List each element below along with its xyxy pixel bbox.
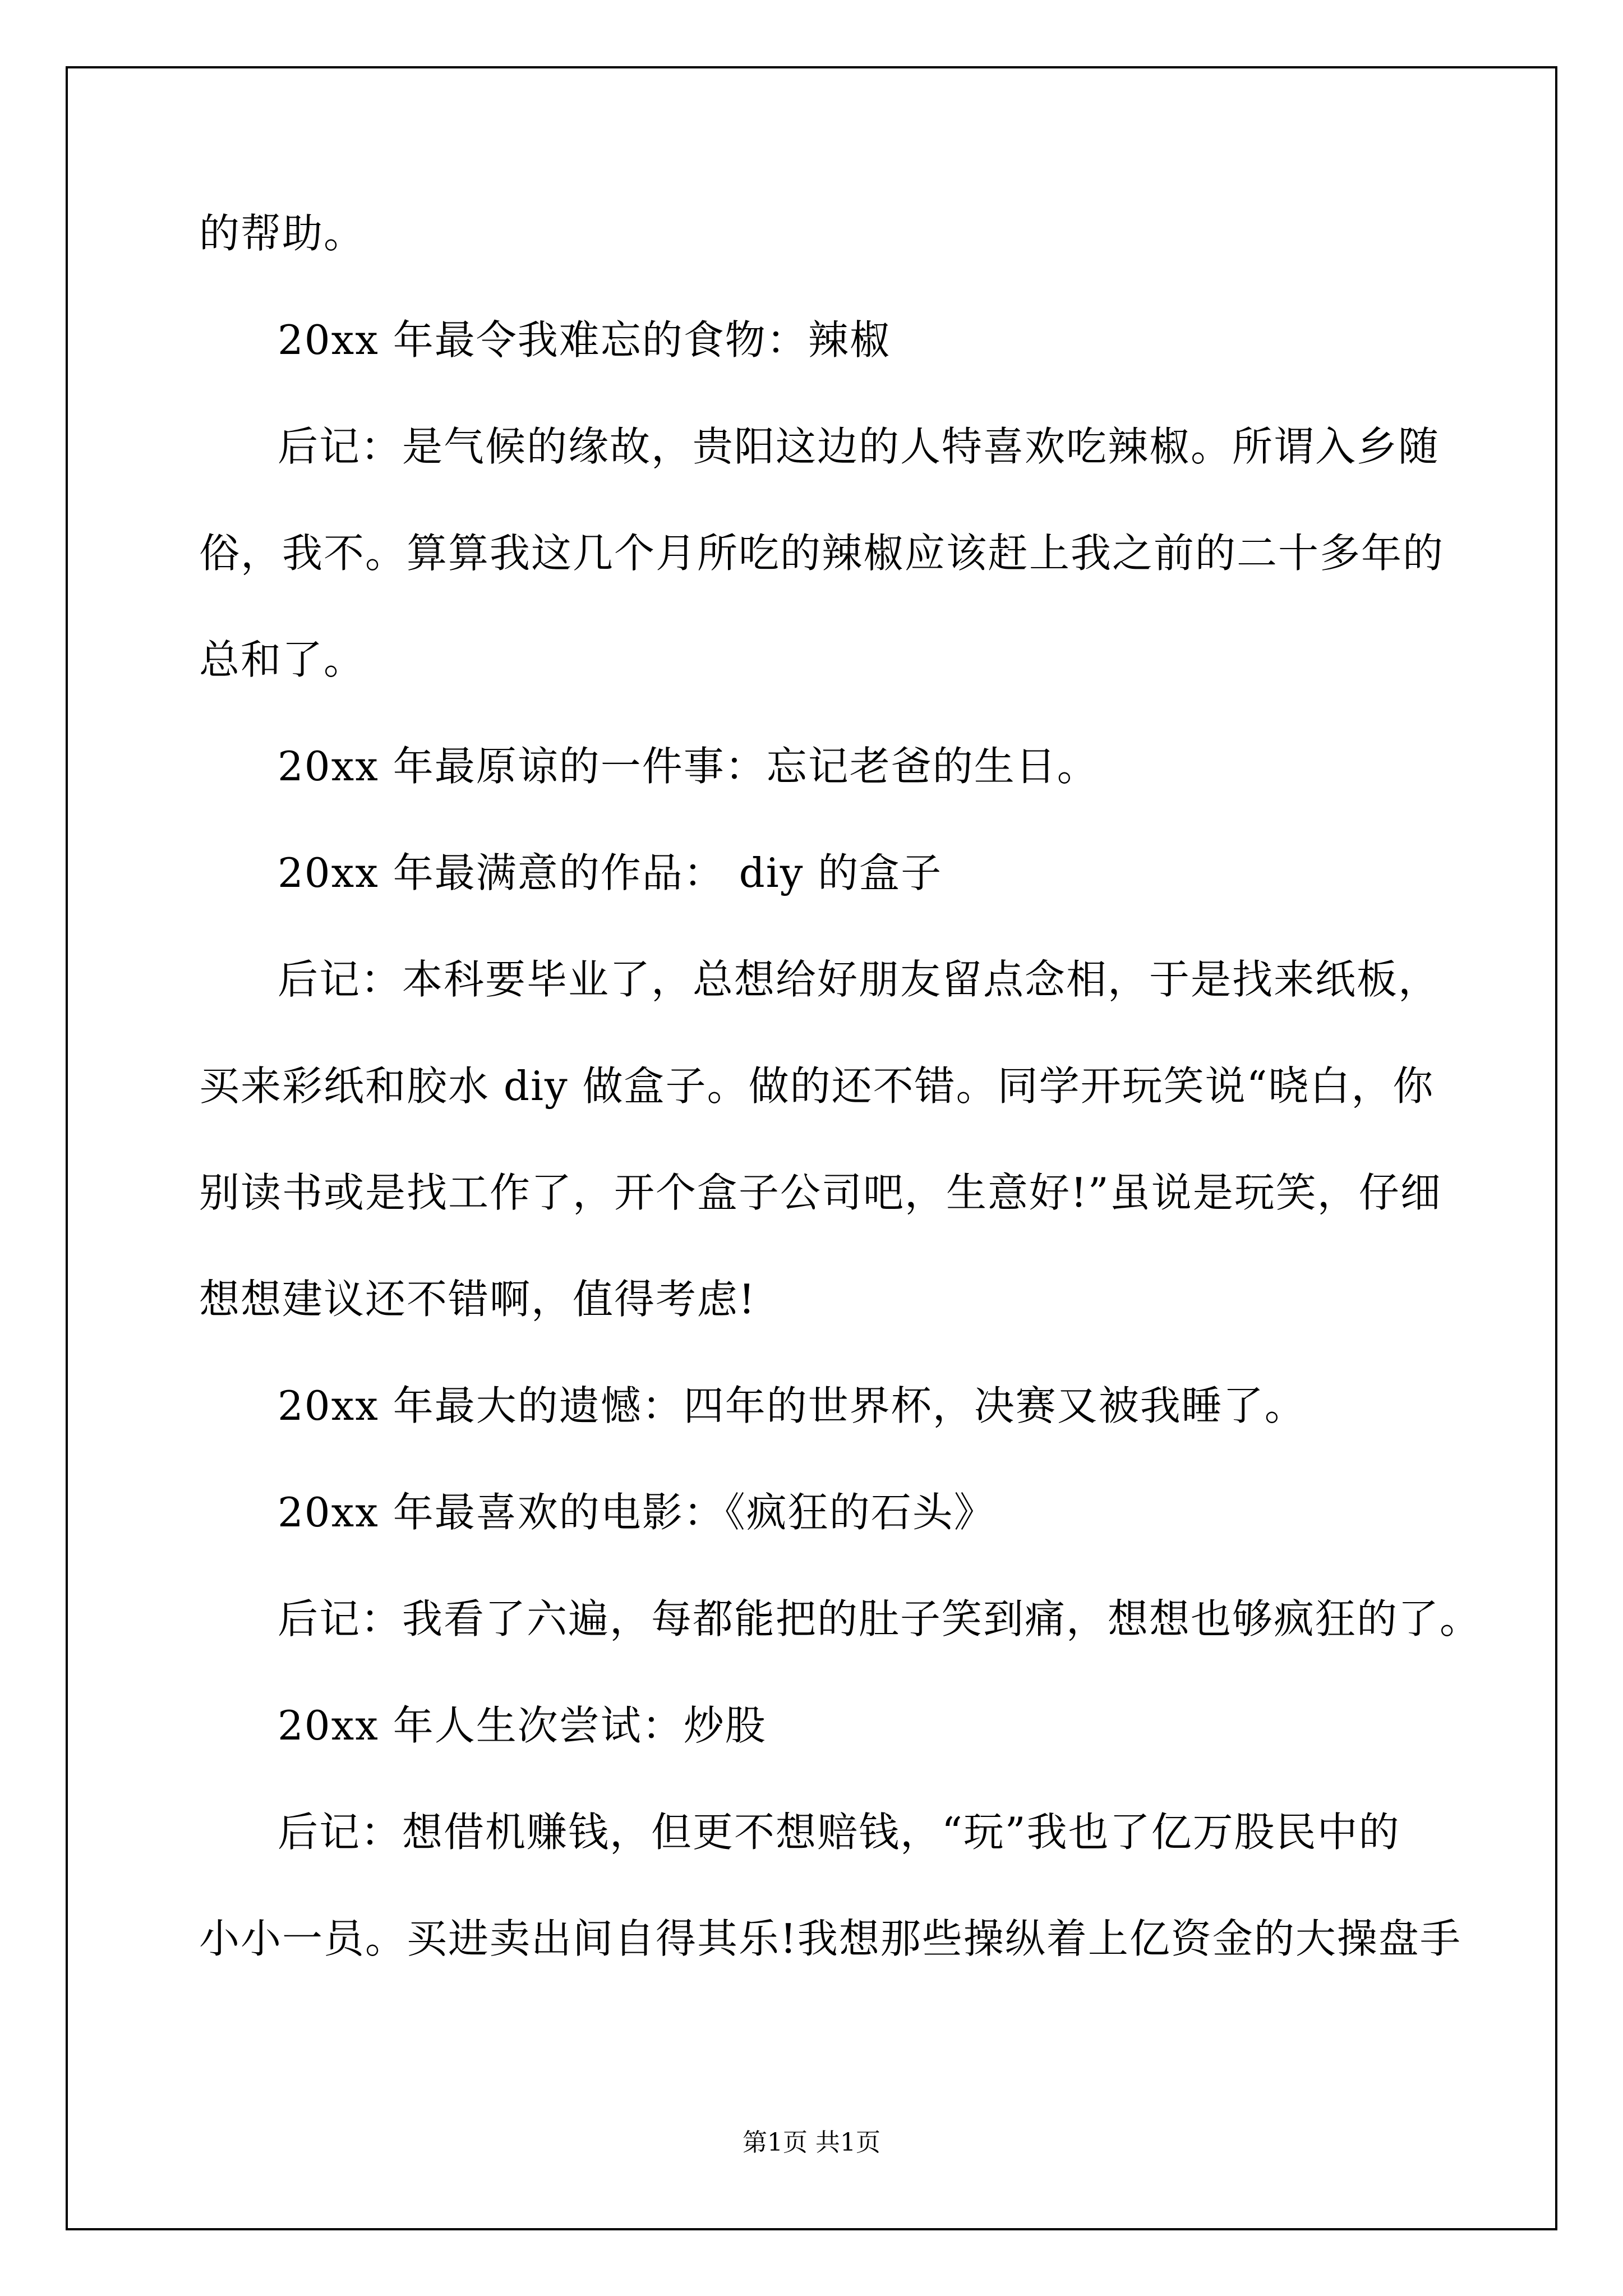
text-line: 别读书或是找工作了，开个盒子公司吧，生意好!”虽说是玩笑，仔细 [199, 1169, 1442, 1216]
text-line: 俗，我不。算算我这几个月所吃的辣椒应该赶上我之前的二十多年的 [199, 530, 1445, 577]
page-border [66, 66, 1557, 2230]
text-line: 的帮助。 [199, 210, 366, 257]
text-line: 总和了。 [199, 636, 366, 683]
section-heading: 20xx 年最原谅的一件事：忘记老爸的生日。 [278, 743, 1099, 790]
section-heading: 20xx 年人生次尝试：炒股 [278, 1702, 767, 1749]
section-heading: 20xx 年最喜欢的电影：《疯狂的石头》 [278, 1489, 995, 1536]
section-heading: 20xx 年最满意的作品： diy 的盒子 [278, 849, 943, 896]
text-line: 后记：本科要毕业了，总想给好朋友留点念相，于是找来纸板， [278, 956, 1440, 1003]
text-line: 想想建议还不错啊，值得考虑! [199, 1276, 756, 1323]
section-heading: 20xx 年最令我难忘的食物：辣椒 [278, 316, 891, 364]
page-number: 第1页 共1页 [743, 2128, 880, 2157]
section-heading: 20xx 年最大的遗憾：四年的世界杯，决赛又被我睡了。 [278, 1382, 1306, 1429]
text-line: 小小一员。买进卖出间自得其乐!我想那些操纵着上亿资金的大操盘手 [199, 1915, 1461, 1962]
text-line: 后记：是气候的缘故，贵阳这边的人特喜欢吃辣椒。所谓入乡随 [278, 423, 1440, 470]
text-line: 买来彩纸和胶水 diy 做盒子。做的还不错。同学开玩笑说“晓白，你 [199, 1062, 1435, 1110]
text-line: 后记：我看了六遍，每都能把的肚子笑到痛，想想也够疯狂的了。 [278, 1595, 1482, 1642]
text-line: 后记：想借机赚钱，但更不想赔钱，“玩”我也了亿万股民中的 [278, 1809, 1400, 1856]
